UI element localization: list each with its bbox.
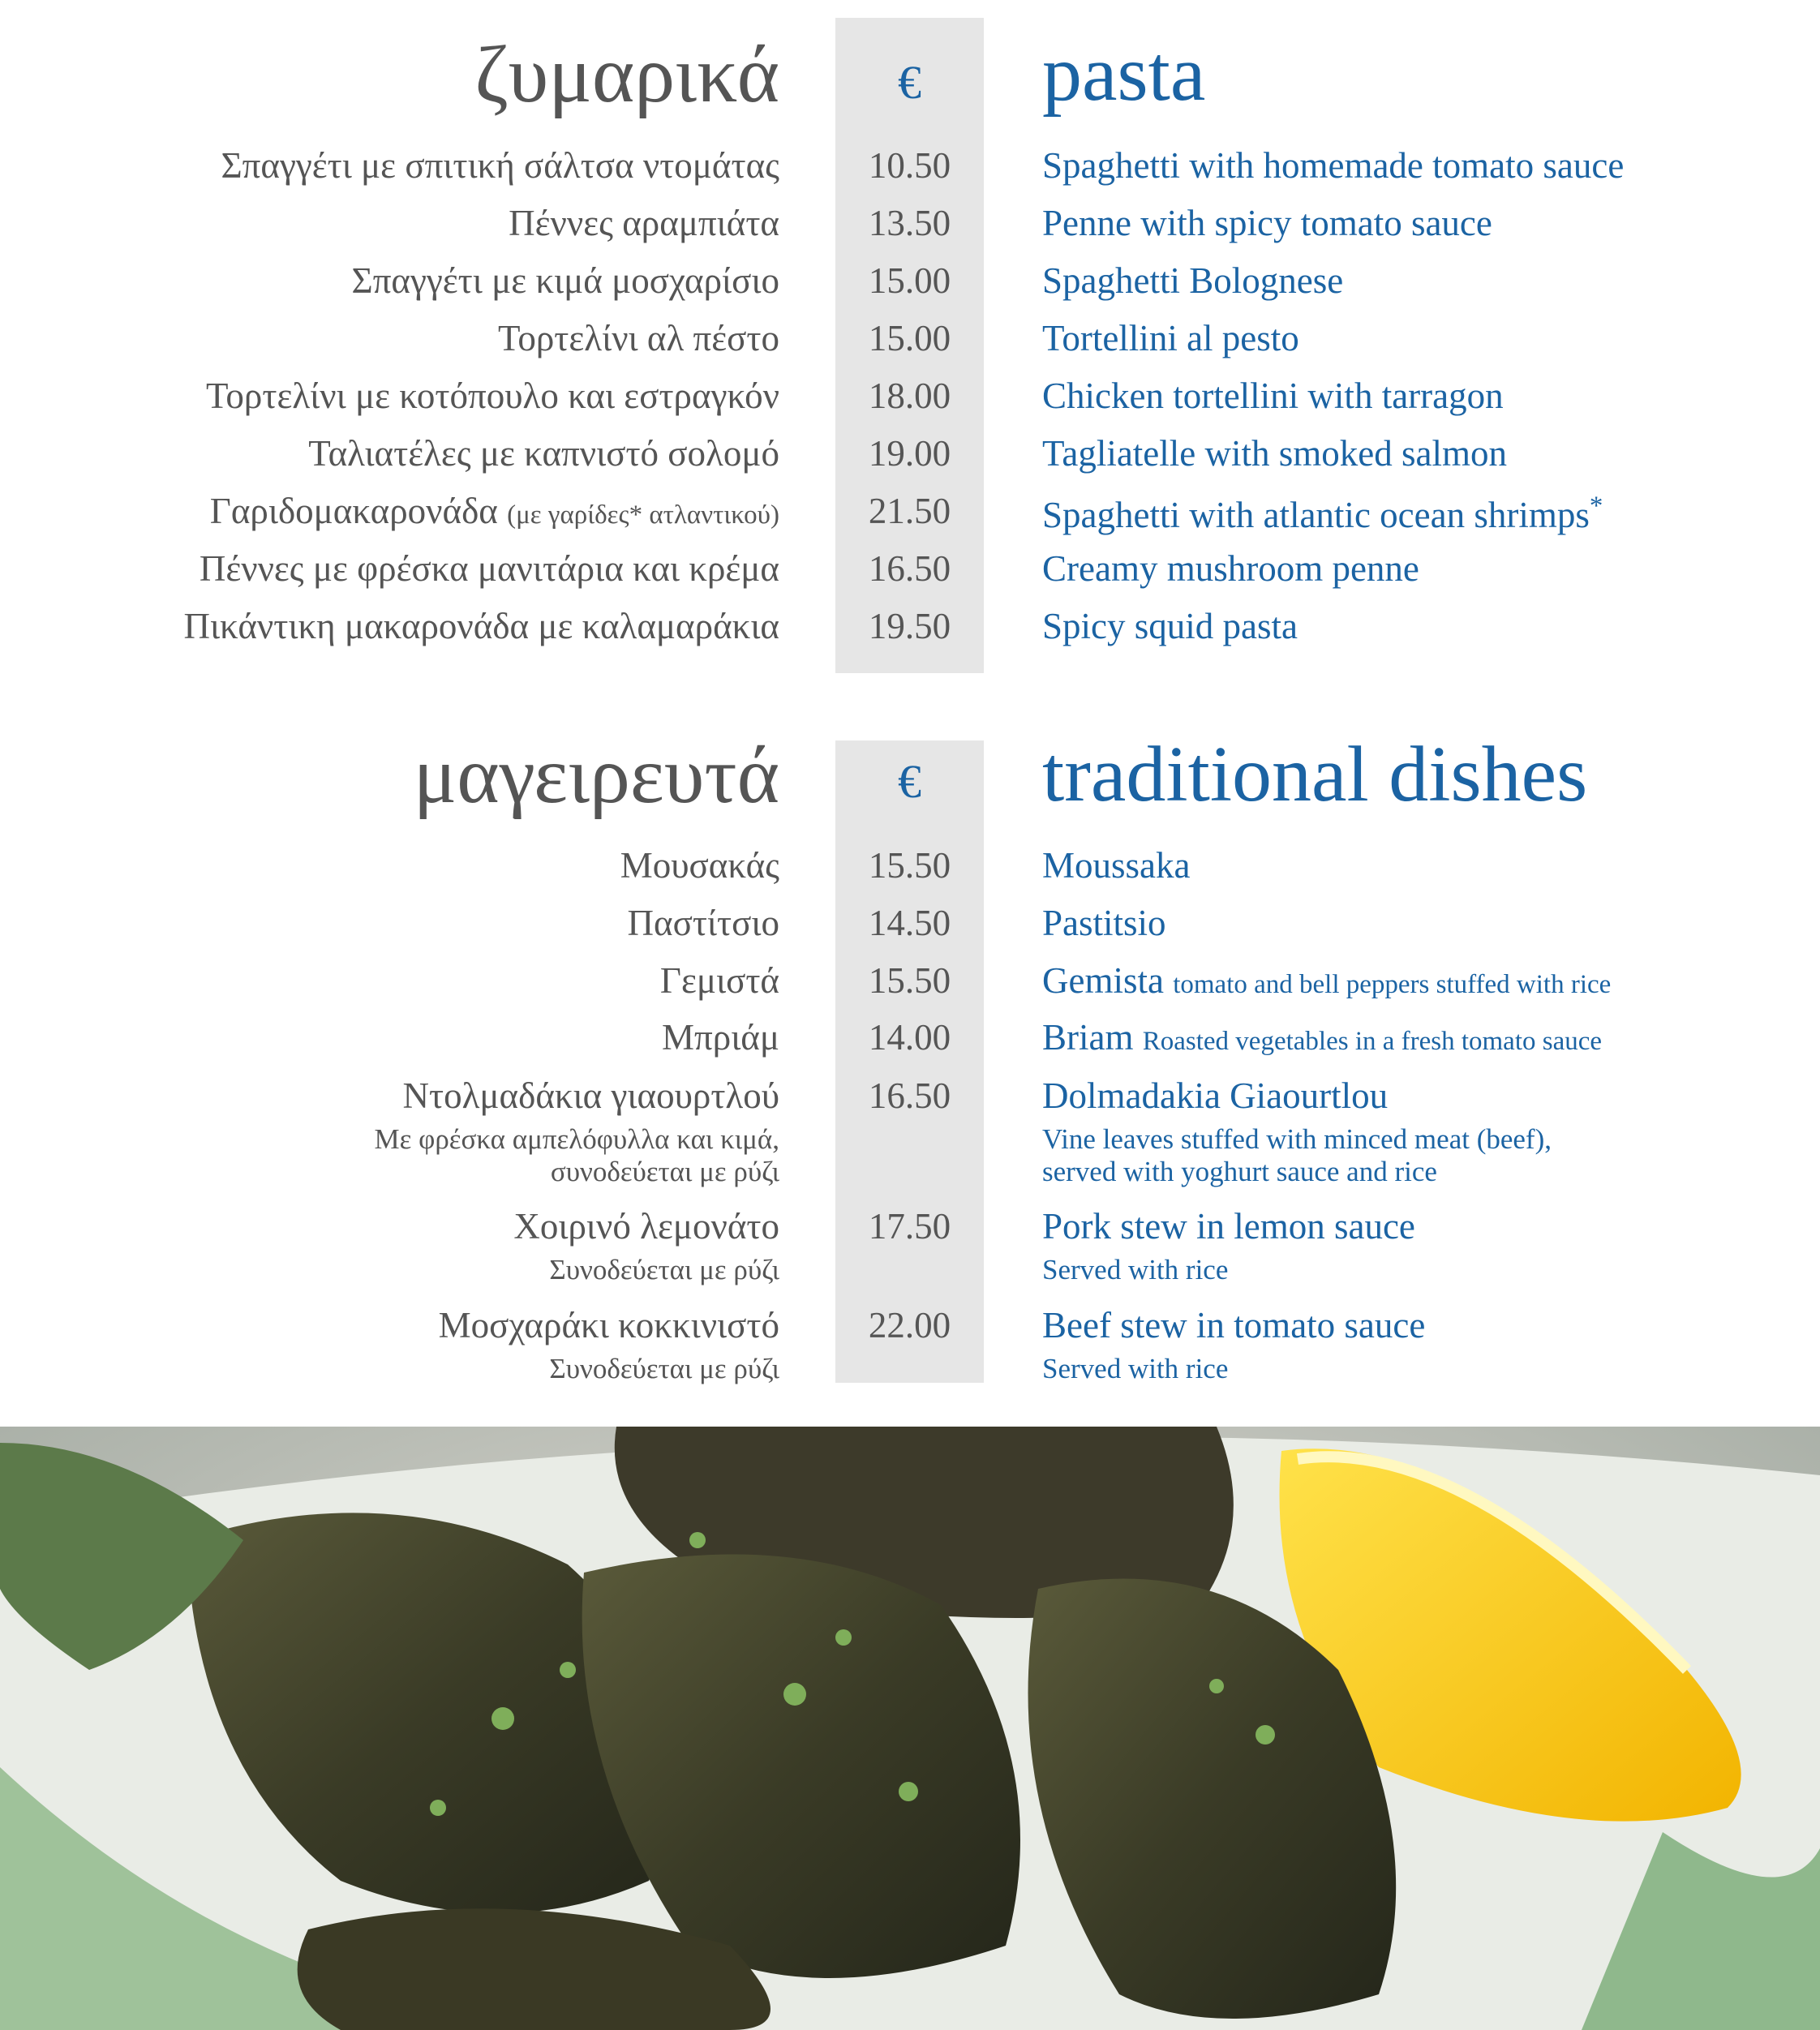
item-name-english: Tortellini al pesto (1042, 318, 1299, 358)
menu-item-greek (221, 145, 779, 186)
section-title-greek: μαγειρευτά (413, 730, 779, 820)
menu-item-english (1042, 260, 1344, 301)
menu-item-price: 17.50 (868, 1206, 951, 1247)
menu-item-english (1042, 493, 1603, 534)
menu-item-price: 15.50 (868, 960, 951, 1001)
menu-item-english (1042, 960, 1612, 1001)
section-title-english: pasta (1042, 30, 1206, 118)
item-name-english: Penne with spicy tomato sauce (1042, 203, 1492, 243)
menu-item-english (1042, 548, 1419, 589)
menu-item-price: 16.50 (868, 1075, 951, 1116)
item-description-greek: συνοδεύεται με ρύζι (550, 1156, 779, 1187)
menu-item-english (1042, 1019, 1602, 1056)
item-description-english: tomato and bell peppers stuffed with rice (1173, 970, 1612, 999)
item-note-english: * (1589, 491, 1603, 521)
item-name-greek: Σπαγγέτι με σπιτική σάλτσα ντομάτας (221, 145, 779, 186)
item-description-english: Served with rice (1042, 1353, 1229, 1384)
dolmades-photo (0, 1427, 1820, 2030)
menu-item-price: 13.50 (868, 203, 951, 243)
item-name-english: Spaghetti Bolognese (1042, 260, 1344, 301)
menu-item-price: 16.50 (868, 548, 951, 589)
item-name-greek: Σπαγγέτι με κιμά μοσχαρίσιο (351, 260, 779, 301)
item-name-english: Moussaka (1042, 845, 1191, 886)
menu-item-price: 18.00 (868, 376, 951, 416)
menu-item-english (1042, 1075, 1389, 1116)
menu-item-price: 21.50 (868, 491, 951, 531)
item-name-english: Spicy squid pasta (1042, 606, 1298, 646)
menu-item-greek (498, 320, 779, 357)
item-name-greek: Πέννες με φρέσκα μανιτάρια και κρέμα (199, 548, 779, 589)
menu-item-english (1042, 320, 1299, 357)
menu-item-english (1042, 845, 1191, 886)
menu-item-greek: Παστίτσιο (627, 903, 779, 943)
item-note-greek: (με γαρίδες* ατλαντικού) (507, 500, 779, 530)
item-name-greek: Ταλιατέλες με καπνιστό σολομό (308, 433, 779, 474)
menu-item-greek (206, 378, 779, 414)
menu-item-english (1042, 145, 1625, 186)
item-name-english: Pastitsio (1042, 903, 1166, 943)
menu-item-price: 19.00 (868, 433, 951, 474)
menu-item-price: 14.50 (868, 903, 951, 943)
item-name-english: Chicken tortellini with tarragon (1042, 376, 1504, 416)
section-title-greek: ζυμαρικά (474, 29, 779, 119)
menu-item-greek: Μοσχαράκι κοκκινιστό (438, 1305, 779, 1345)
menu-item-english (1042, 905, 1166, 942)
menu-item-price: 15.00 (868, 318, 951, 358)
menu-item-english (1042, 1307, 1425, 1344)
menu-item-greek (351, 260, 779, 301)
menu-item-greek (199, 548, 779, 589)
item-name-english: Gemista (1042, 960, 1164, 1001)
menu-item-greek: Χοιρινό λεμονάτο (513, 1206, 779, 1247)
menu-item-english (1042, 378, 1504, 414)
item-name-greek: Τορτελίνι με κοτόπουλο και εστραγκόν (206, 376, 779, 416)
currency-icon: € (898, 755, 921, 808)
item-name-english: Briam (1042, 1017, 1134, 1058)
menu-item-greek: Ντολμαδάκια γιαουρτλού (402, 1075, 779, 1116)
menu-item-price: 22.00 (868, 1305, 951, 1345)
menu-item-price: 10.50 (868, 145, 951, 186)
menu-item-english (1042, 608, 1298, 645)
item-name-greek: Πέννες αραμπιάτα (509, 203, 779, 243)
menu-item-price: 15.00 (868, 260, 951, 301)
menu-item-greek: Γεμιστά (659, 960, 779, 1001)
item-description-english: Vine leaves stuffed with minced meat (beef), (1042, 1123, 1552, 1155)
menu-item-price: 19.50 (868, 606, 951, 646)
item-description-english: served with yoghurt sauce and rice (1042, 1156, 1437, 1187)
item-name-english: Dolmadakia Giaourtlou (1042, 1075, 1389, 1116)
item-name-greek: Γαριδομακαρονάδα (209, 491, 498, 531)
item-name-english: Spaghetti with atlantic ocean shrimps (1042, 495, 1590, 535)
item-name-english: Beef stew in tomato sauce (1042, 1305, 1426, 1345)
menu-item-english (1042, 1208, 1415, 1245)
item-name-english: Spaghetti with homemade tomato sauce (1042, 145, 1625, 186)
menu-item-greek (308, 433, 779, 474)
menu-item-greek: Μουσακάς (620, 845, 779, 886)
item-name-greek: Τορτελίνι αλ πέστο (497, 318, 779, 358)
item-description-english: Served with rice (1042, 1254, 1229, 1285)
menu-item-greek: Μπριάμ (662, 1017, 779, 1058)
menu-item-english (1042, 433, 1507, 474)
menu-item-greek (509, 205, 779, 242)
item-name-english: Pork stew in lemon sauce (1042, 1206, 1415, 1247)
item-description-greek: Με φρέσκα αμπελόφυλλα και κιμά, (374, 1123, 779, 1155)
section-title-english: traditional dishes (1042, 731, 1588, 818)
item-name-greek: Πικάντικη μακαρονάδα με καλαμαράκια (183, 606, 779, 646)
price-column-traditional (835, 740, 984, 1383)
item-description-greek: Συνοδεύεται με ρύζι (549, 1254, 779, 1285)
item-name-english: Tagliatelle with smoked salmon (1042, 433, 1507, 474)
menu-item-english (1042, 205, 1492, 242)
item-description-greek: Συνοδεύεται με ρύζι (549, 1353, 779, 1384)
item-description-english: Roasted vegetables in a fresh tomato sauce (1142, 1027, 1603, 1056)
item-name-english: Creamy mushroom penne (1042, 548, 1419, 589)
menu-item-greek (183, 608, 779, 645)
menu-item-price: 15.50 (868, 845, 951, 886)
currency-icon: € (898, 56, 921, 109)
menu-item-greek (210, 493, 779, 530)
menu-item-price: 14.00 (868, 1017, 951, 1058)
